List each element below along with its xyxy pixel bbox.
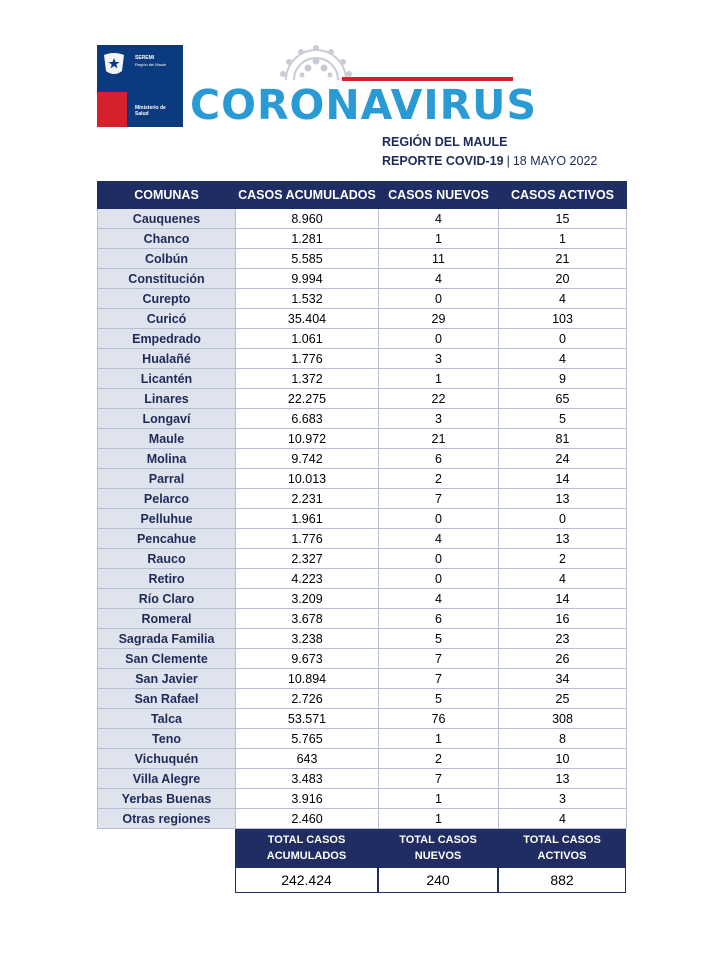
casos-acumulados-cell: 10.013 — [236, 469, 379, 489]
casos-nuevos-cell: 0 — [379, 289, 499, 309]
comuna-cell: Retiro — [98, 569, 236, 589]
comuna-cell: Constitución — [98, 269, 236, 289]
casos-nuevos-cell: 0 — [379, 549, 499, 569]
totals-values — [235, 867, 626, 893]
casos-nuevos-cell: 1 — [379, 809, 499, 829]
casos-acumulados-cell: 2.726 — [236, 689, 379, 709]
table-row — [98, 209, 627, 229]
table-row — [98, 289, 627, 309]
casos-nuevos-cell: 0 — [379, 329, 499, 349]
table-row — [98, 269, 627, 289]
comuna-cell: Molina — [98, 449, 236, 469]
casos-activos-cell: 26 — [499, 649, 627, 669]
table-row — [98, 669, 627, 689]
totals-header — [235, 829, 626, 867]
total-activos-label-line-2: ACTIVOS — [537, 850, 587, 862]
casos-activos-cell: 15 — [499, 209, 627, 229]
casos-nuevos-cell: 3 — [379, 349, 499, 369]
casos-activos-cell: 14 — [499, 469, 627, 489]
casos-nuevos-cell: 21 — [379, 429, 499, 449]
casos-acumulados-cell: 1.776 — [236, 529, 379, 549]
table-row — [98, 789, 627, 809]
casos-activos-cell: 4 — [499, 809, 627, 829]
table-row — [98, 369, 627, 389]
casos-nuevos-cell: 1 — [379, 789, 499, 809]
logo-ministerio-text: Ministerio de Salud — [135, 105, 166, 117]
total-acumulados-label-line-1: TOTAL CASOS — [267, 834, 346, 846]
casos-nuevos-cell: 0 — [379, 509, 499, 529]
table-row — [98, 409, 627, 429]
casos-acumulados-cell: 10.894 — [236, 669, 379, 689]
total-activos-label-line-1: TOTAL CASOS — [523, 834, 601, 846]
region-label: REGIÓN DEL MAULE — [382, 135, 508, 149]
comuna-cell: Talca — [98, 709, 236, 729]
casos-acumulados-cell: 2.231 — [236, 489, 379, 509]
casos-activos-cell: 3 — [499, 789, 627, 809]
table-row — [98, 249, 627, 269]
casos-activos-cell: 2 — [499, 549, 627, 569]
casos-acumulados-cell: 3.483 — [236, 769, 379, 789]
casos-acumulados-cell: 9.742 — [236, 449, 379, 469]
casos-nuevos-cell: 7 — [379, 769, 499, 789]
casos-acumulados-cell: 3.238 — [236, 629, 379, 649]
column-header-casos-acumulados: CASOS ACUMULADOS — [236, 182, 379, 209]
table-row — [98, 229, 627, 249]
casos-activos-cell: 9 — [499, 369, 627, 389]
table-row — [98, 749, 627, 769]
coat-of-arms-icon — [101, 49, 127, 79]
casos-activos-cell: 81 — [499, 429, 627, 449]
table-row — [98, 529, 627, 549]
casos-acumulados-cell: 5.765 — [236, 729, 379, 749]
table-row — [98, 689, 627, 709]
casos-acumulados-cell: 22.275 — [236, 389, 379, 409]
report-separator: | — [506, 154, 510, 168]
casos-activos-cell: 0 — [499, 329, 627, 349]
comuna-cell: Rauco — [98, 549, 236, 569]
casos-acumulados-cell: 1.961 — [236, 509, 379, 529]
casos-acumulados-cell: 5.585 — [236, 249, 379, 269]
casos-activos-cell: 308 — [499, 709, 627, 729]
casos-nuevos-cell: 4 — [379, 209, 499, 229]
comuna-cell: Curicó — [98, 309, 236, 329]
casos-nuevos-cell: 6 — [379, 609, 499, 629]
comuna-cell: Pencahue — [98, 529, 236, 549]
total-activos-label — [498, 829, 626, 867]
table-row — [98, 729, 627, 749]
casos-activos-cell: 16 — [499, 609, 627, 629]
table-row — [98, 309, 627, 329]
comuna-cell: Teno — [98, 729, 236, 749]
comuna-cell: Colbún — [98, 249, 236, 269]
casos-activos-cell: 4 — [499, 349, 627, 369]
table-row — [98, 349, 627, 369]
casos-activos-cell: 8 — [499, 729, 627, 749]
casos-acumulados-cell: 35.404 — [236, 309, 379, 329]
comuna-cell: Yerbas Buenas — [98, 789, 236, 809]
table-row — [98, 549, 627, 569]
casos-nuevos-cell: 5 — [379, 629, 499, 649]
casos-acumulados-cell: 8.960 — [236, 209, 379, 229]
total-nuevos-label-line-2: NUEVOS — [414, 850, 462, 862]
table-row — [98, 449, 627, 469]
casos-acumulados-cell: 3.916 — [236, 789, 379, 809]
casos-activos-cell: 0 — [499, 509, 627, 529]
total-acumulados-label-line-2: ACUMULADOS — [266, 850, 347, 862]
table-row — [98, 809, 627, 829]
casos-activos-cell: 21 — [499, 249, 627, 269]
casos-acumulados-cell: 9.673 — [236, 649, 379, 669]
column-header-casos-nuevos: CASOS NUEVOS — [379, 182, 499, 209]
logo-red-block — [97, 92, 127, 127]
casos-activos-cell: 10 — [499, 749, 627, 769]
comuna-cell: Río Claro — [98, 589, 236, 609]
comuna-cell: Otras regiones — [98, 809, 236, 829]
casos-acumulados-cell: 1.281 — [236, 229, 379, 249]
casos-acumulados-cell: 3.678 — [236, 609, 379, 629]
casos-nuevos-cell: 29 — [379, 309, 499, 329]
column-header-casos-activos: CASOS ACTIVOS — [499, 182, 627, 209]
comuna-cell: Longaví — [98, 409, 236, 429]
casos-acumulados-cell: 1.061 — [236, 329, 379, 349]
cases-table — [97, 181, 627, 829]
casos-nuevos-cell: 22 — [379, 389, 499, 409]
total-nuevos-label-line-1: TOTAL CASOS — [399, 834, 477, 846]
casos-acumulados-cell: 6.683 — [236, 409, 379, 429]
casos-activos-cell: 20 — [499, 269, 627, 289]
table-row — [98, 469, 627, 489]
casos-activos-cell: 1 — [499, 229, 627, 249]
casos-activos-cell: 13 — [499, 769, 627, 789]
casos-nuevos-cell: 5 — [379, 689, 499, 709]
comuna-cell: Maule — [98, 429, 236, 449]
comuna-cell: San Clemente — [98, 649, 236, 669]
casos-activos-cell: 25 — [499, 689, 627, 709]
casos-nuevos-cell: 7 — [379, 649, 499, 669]
table-row — [98, 329, 627, 349]
casos-activos-cell: 23 — [499, 629, 627, 649]
comuna-cell: Cauquenes — [98, 209, 236, 229]
comuna-cell: Hualañé — [98, 349, 236, 369]
casos-acumulados-cell: 2.460 — [236, 809, 379, 829]
casos-acumulados-cell: 1.532 — [236, 289, 379, 309]
comuna-cell: Parral — [98, 469, 236, 489]
comuna-cell: Curepto — [98, 289, 236, 309]
comuna-cell: Pelarco — [98, 489, 236, 509]
casos-acumulados-cell: 1.372 — [236, 369, 379, 389]
comuna-cell: Vichuquén — [98, 749, 236, 769]
table-header-row — [98, 182, 627, 209]
comuna-cell: Empedrado — [98, 329, 236, 349]
column-header-comunas: COMUNAS — [98, 182, 236, 209]
table-row — [98, 589, 627, 609]
comuna-cell: Villa Alegre — [98, 769, 236, 789]
comuna-cell: Sagrada Familia — [98, 629, 236, 649]
casos-nuevos-cell: 1 — [379, 729, 499, 749]
virus-icon — [276, 44, 356, 80]
total-acumulados-label — [235, 829, 378, 867]
table-row — [98, 629, 627, 649]
comuna-cell: Chanco — [98, 229, 236, 249]
comuna-cell: San Javier — [98, 669, 236, 689]
casos-acumulados-cell: 53.571 — [236, 709, 379, 729]
casos-acumulados-cell: 1.776 — [236, 349, 379, 369]
casos-activos-cell: 4 — [499, 289, 627, 309]
comuna-cell: Pelluhue — [98, 509, 236, 529]
casos-nuevos-cell: 1 — [379, 229, 499, 249]
casos-nuevos-cell: 7 — [379, 489, 499, 509]
total-nuevos-value: 240 — [378, 867, 498, 893]
table-row — [98, 709, 627, 729]
casos-nuevos-cell: 6 — [379, 449, 499, 469]
table-row — [98, 569, 627, 589]
casos-activos-cell: 13 — [499, 529, 627, 549]
casos-nuevos-cell: 4 — [379, 529, 499, 549]
table-row — [98, 389, 627, 409]
casos-activos-cell: 34 — [499, 669, 627, 689]
table-row — [98, 489, 627, 509]
total-acumulados-value: 242.424 — [235, 867, 378, 893]
report-label: REPORTE COVID-19 — [382, 154, 504, 168]
casos-acumulados-cell: 10.972 — [236, 429, 379, 449]
casos-nuevos-cell: 1 — [379, 369, 499, 389]
comuna-cell: Linares — [98, 389, 236, 409]
logo-seremi-text: SEREMI — [135, 55, 155, 61]
casos-nuevos-cell: 4 — [379, 269, 499, 289]
report-date: 18 MAYO 2022 — [512, 154, 598, 168]
casos-nuevos-cell: 7 — [379, 669, 499, 689]
total-nuevos-label — [378, 829, 498, 867]
seremi-logo — [97, 45, 183, 127]
casos-acumulados-cell: 3.209 — [236, 589, 379, 609]
table-row — [98, 649, 627, 669]
casos-activos-cell: 13 — [499, 489, 627, 509]
total-activos-value: 882 — [498, 867, 626, 893]
casos-nuevos-cell: 11 — [379, 249, 499, 269]
casos-activos-cell: 5 — [499, 409, 627, 429]
comuna-cell: Licantén — [98, 369, 236, 389]
casos-activos-cell: 65 — [499, 389, 627, 409]
table-row — [98, 769, 627, 789]
casos-activos-cell: 4 — [499, 569, 627, 589]
comuna-cell: Romeral — [98, 609, 236, 629]
casos-nuevos-cell: 3 — [379, 409, 499, 429]
casos-acumulados-cell: 9.994 — [236, 269, 379, 289]
casos-nuevos-cell: 4 — [379, 589, 499, 609]
report-line — [382, 154, 597, 168]
casos-acumulados-cell: 643 — [236, 749, 379, 769]
casos-acumulados-cell: 4.223 — [236, 569, 379, 589]
casos-nuevos-cell: 2 — [379, 469, 499, 489]
casos-activos-cell: 103 — [499, 309, 627, 329]
casos-nuevos-cell: 2 — [379, 749, 499, 769]
casos-activos-cell: 24 — [499, 449, 627, 469]
casos-activos-cell: 14 — [499, 589, 627, 609]
page-title: CORONAVIRUS — [190, 81, 538, 129]
casos-nuevos-cell: 76 — [379, 709, 499, 729]
comuna-cell: San Rafael — [98, 689, 236, 709]
logo-region-text: Región del Maule — [135, 62, 167, 67]
casos-nuevos-cell: 0 — [379, 569, 499, 589]
table-row — [98, 609, 627, 629]
casos-acumulados-cell: 2.327 — [236, 549, 379, 569]
table-row — [98, 509, 627, 529]
table-row — [98, 429, 627, 449]
